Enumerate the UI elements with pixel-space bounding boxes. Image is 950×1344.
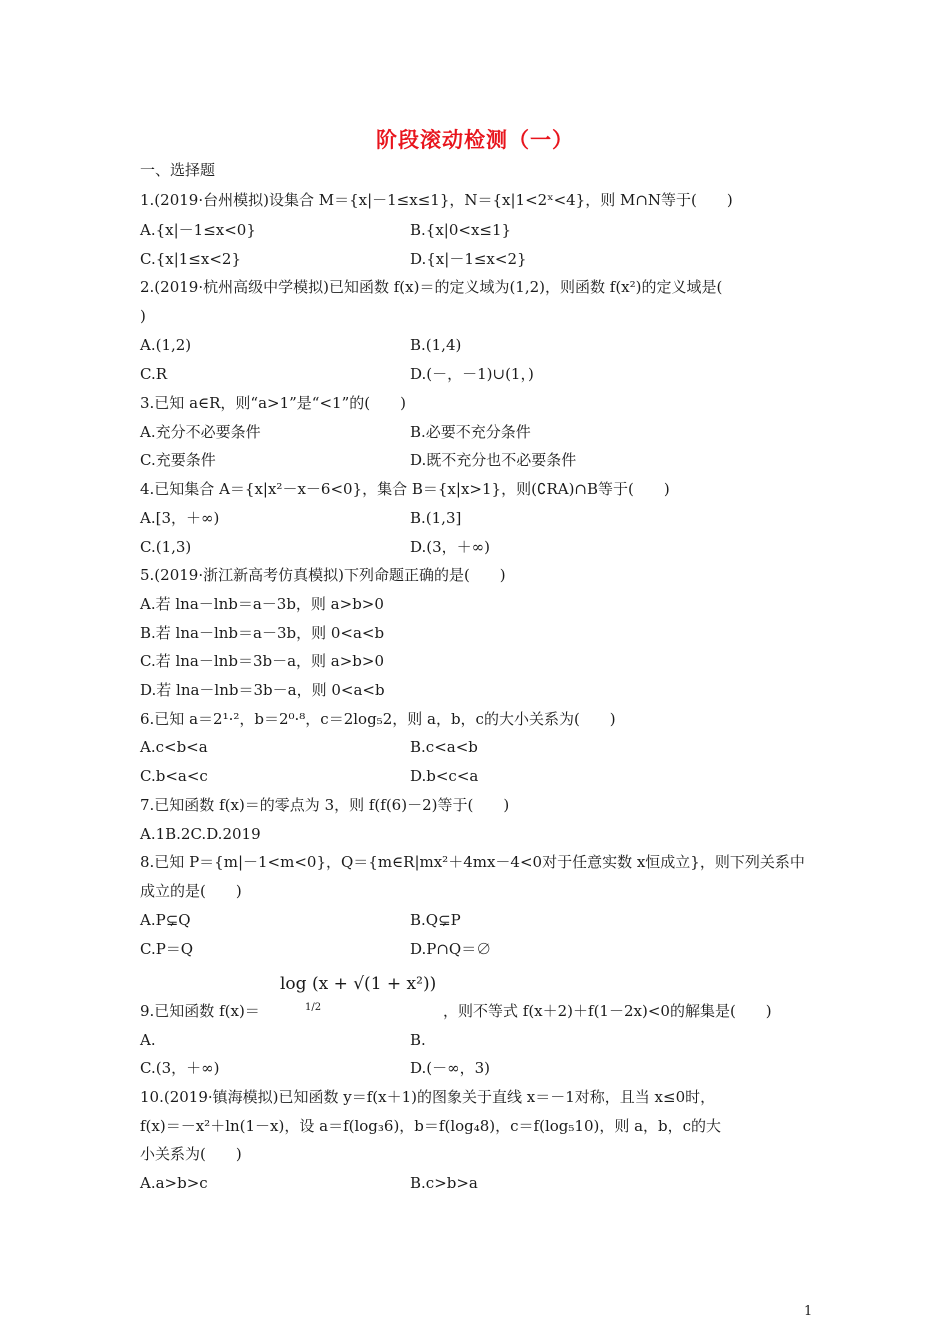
option-1b: B.{x|0<x≤1}: [410, 221, 512, 239]
question-7: 7.已知函数 f(x)＝的零点为 3，则 f(f(6)－2)等于( ): [140, 796, 510, 814]
option-5a: A.若 lna－lnb＝a－3b，则 a>b>0: [140, 595, 384, 613]
option-9c: C.(3，＋∞): [140, 1059, 220, 1077]
question-8-cont: 成立的是( ): [140, 882, 242, 900]
option-4b: B.(1,3]: [410, 509, 462, 527]
question-9: 9.已知函数 f(x)＝: [140, 1002, 260, 1020]
option-3a: A.充分不必要条件: [140, 423, 261, 441]
page-number: 1: [804, 1304, 813, 1319]
question-4: 4.已知集合 A＝{x|x²－x－6<0}，集合 B＝{x|x>1}，则(∁RA)∩B等于( ): [140, 480, 670, 498]
option-5b: B.若 lna－lnb＝a－3b，则 0<a<b: [140, 624, 385, 642]
option-6b: B.c<a<b: [410, 738, 478, 756]
formula-q9: log (x + √(1 + x²)): [280, 974, 437, 994]
question-9-tail: ，则不等式 f(x＋2)＋f(1－2x)<0的解集是( ): [443, 1002, 772, 1020]
option-5c: C.若 lna－lnb＝3b－a，则 a>b>0: [140, 652, 385, 670]
option-9a: A.: [140, 1031, 156, 1049]
option-8b: B.Q⊊P: [410, 911, 461, 929]
option-2a: A.(1,2): [140, 336, 192, 354]
option-3d: D.既不充分也不必要条件: [410, 451, 577, 469]
question-8: 8.已知 P＝{m|－1<m<0}，Q＝{m∈R|mx²＋4mx－4<0对于任意实数 x恒成立}，则下列关系中: [140, 853, 805, 871]
option-1a: A.{x|－1≤x<0}: [140, 221, 256, 239]
option-1c: C.{x|1≤x<2}: [140, 250, 241, 268]
option-9b: B.: [410, 1031, 426, 1049]
option-3b: B.必要不充分条件: [410, 423, 531, 441]
option-6d: D.b<c<a: [410, 767, 479, 785]
option-7-all: A.1B.2C.D.2019: [140, 825, 261, 843]
question-10-cont2: 小关系为( ): [140, 1145, 242, 1163]
question-2: 2.(2019·杭州高级中学模拟)已知函数 f(x)＝的定义域为(1,2)，则函数 f(x²)的定义域是(: [140, 278, 723, 296]
option-6c: C.b<a<c: [140, 767, 208, 785]
option-8a: A.P⊊Q: [140, 911, 191, 929]
question-6: 6.已知 a＝2¹·²，b＝2⁰·⁸，c＝2log₅2，则 a，b，c的大小关系为( ): [140, 710, 616, 728]
option-8c: C.P＝Q: [140, 940, 194, 958]
option-2d: D.(－，－1)∪(1，): [410, 365, 534, 383]
option-4a: A.[3，＋∞): [140, 509, 220, 527]
question-2-cont: ): [140, 307, 146, 325]
option-5d: D.若 lna－lnb＝3b－a，则 0<a<b: [140, 681, 385, 699]
option-4d: D.(3，＋∞): [410, 538, 491, 556]
option-10a: A.a>b>c: [140, 1174, 208, 1192]
question-3: 3.已知 a∈R，则“a>1”是“<1”的( ): [140, 394, 406, 412]
option-8d: D.P∩Q＝∅: [410, 940, 492, 958]
option-2c: C.R: [140, 365, 168, 383]
question-10-cont1: f(x)＝－x²＋ln(1－x)，设 a＝f(log₃6)，b＝f(log₄8)，c＝f(log₅10)，则 a，b，c的大: [140, 1117, 722, 1135]
question-10: 10.(2019·镇海模拟)已知函数 y＝f(x＋1)的图象关于直线 x＝－1对称，且当 x≤0时，: [140, 1088, 716, 1106]
option-3c: C.充要条件: [140, 451, 216, 469]
question-5: 5.(2019·浙江新高考仿真模拟)下列命题正确的是( ): [140, 566, 506, 584]
option-2b: B.(1,4): [410, 336, 462, 354]
option-6a: A.c<b<a: [140, 738, 208, 756]
option-1d: D.{x|－1≤x<2}: [410, 250, 527, 268]
formula-q9-base: 1/2: [305, 1002, 322, 1013]
page-title: 阶段滚动检测（一）: [376, 127, 574, 152]
option-9d: D.(－∞，3): [410, 1059, 491, 1077]
question-1: 1.(2019·台州模拟)设集合 M＝{x|－1≤x≤1}，N＝{x|1<2ˣ<4}，则 M∩N等于( ): [140, 191, 733, 209]
option-4c: C.(1,3): [140, 538, 192, 556]
section-heading: 一、选择题: [140, 161, 216, 179]
option-10b: B.c>b>a: [410, 1174, 478, 1192]
